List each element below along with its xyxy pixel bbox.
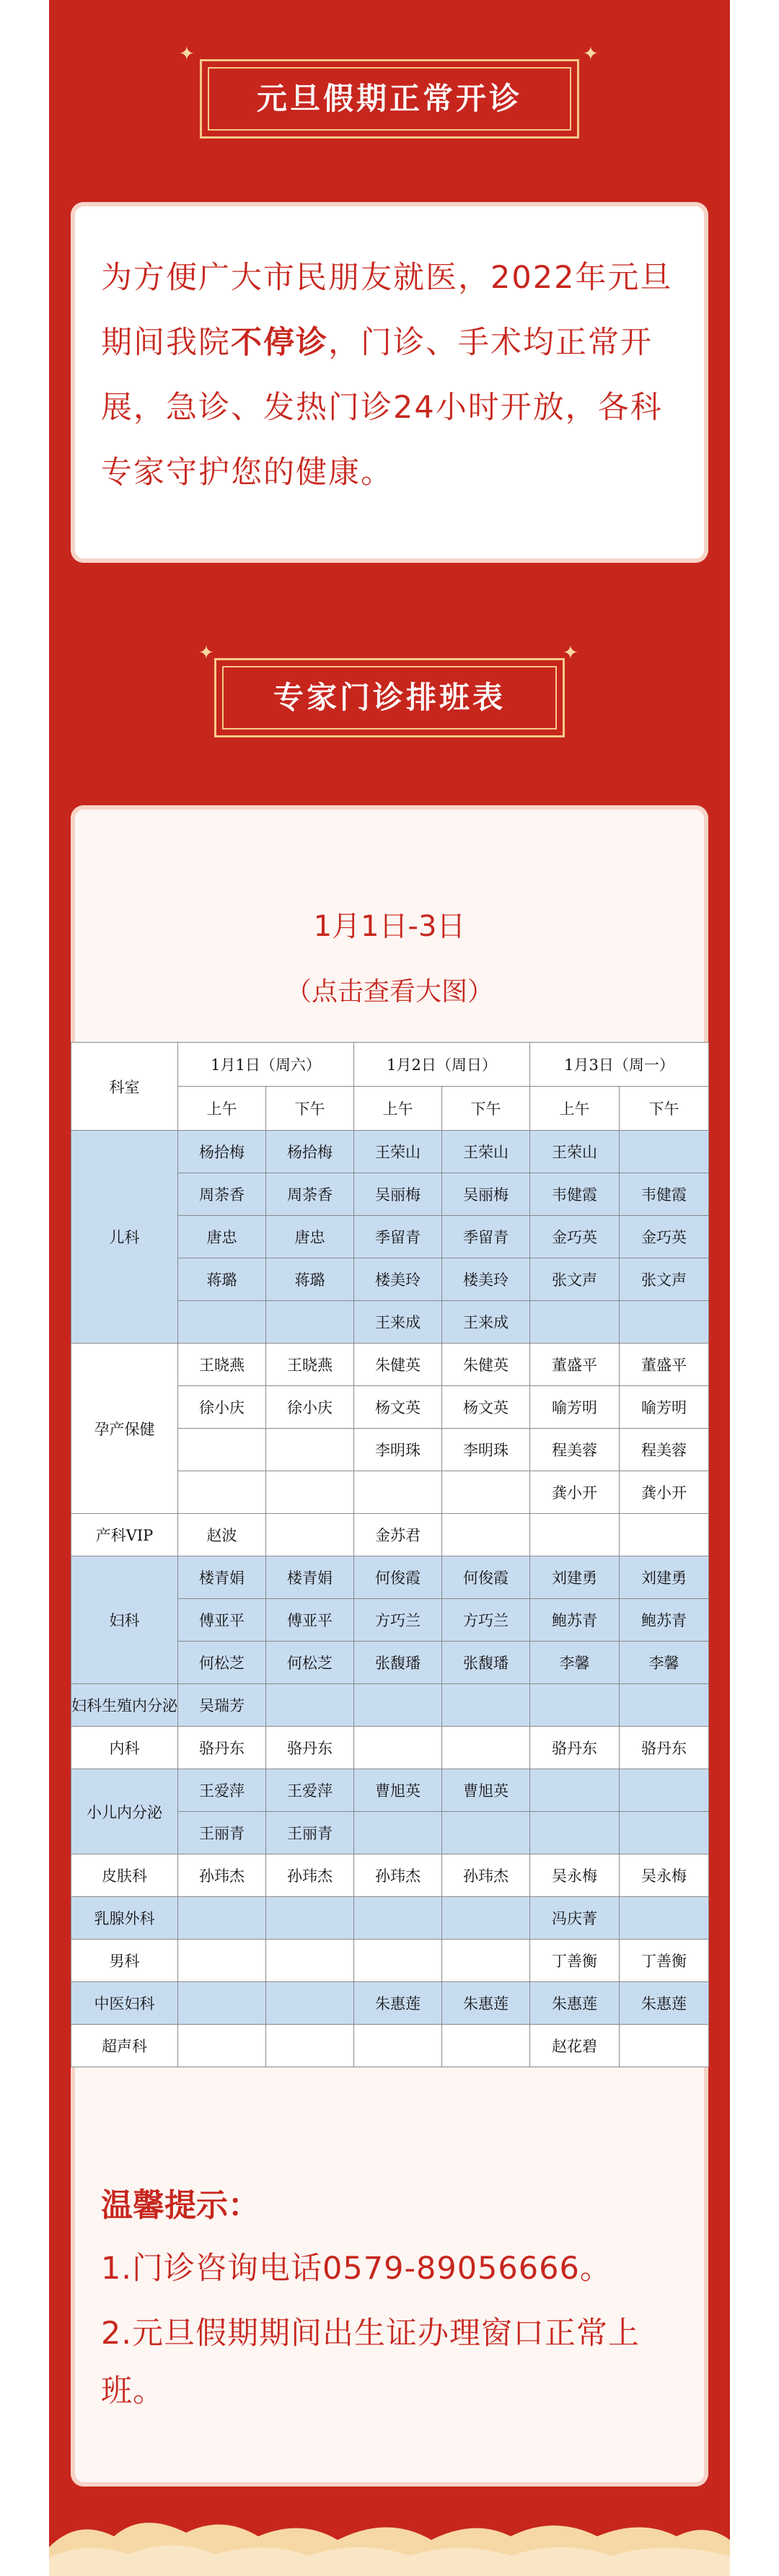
doctor-cell: 曹旭英 <box>354 1769 442 1812</box>
doctor-cell: 方巧兰 <box>354 1599 442 1642</box>
doctor-cell <box>620 1769 709 1812</box>
dept-cell: 儿科 <box>71 1131 178 1344</box>
doctor-cell <box>178 1982 266 2025</box>
doctor-cell: 王爱萍 <box>266 1769 354 1812</box>
doctor-cell: 龚小开 <box>530 1471 620 1514</box>
doctor-cell: 季留青 <box>442 1216 530 1258</box>
doctor-cell: 李明珠 <box>354 1429 442 1471</box>
doctor-cell <box>354 1897 442 1940</box>
doctor-cell: 曹旭英 <box>442 1769 530 1812</box>
doctor-cell <box>178 1429 266 1471</box>
doctor-cell: 鲍苏青 <box>620 1599 709 1642</box>
doctor-cell: 赵花碧 <box>530 2025 620 2067</box>
table-row <box>71 1344 709 1386</box>
doctor-cell: 徐小庆 <box>178 1386 266 1429</box>
sparkle-icon: ✦ <box>583 43 599 65</box>
doctor-cell: 骆丹东 <box>178 1727 266 1769</box>
doctor-cell: 孙玮杰 <box>354 1854 442 1897</box>
doctor-cell <box>530 1684 620 1727</box>
doctor-cell: 吴永梅 <box>530 1854 620 1897</box>
doctor-cell: 楼青娟 <box>178 1556 266 1599</box>
doctor-cell: 骆丹东 <box>530 1727 620 1769</box>
doctor-cell: 蒋璐 <box>266 1258 354 1301</box>
doctor-cell: 何俊霞 <box>442 1556 530 1599</box>
day-header: 1月1日（周六） <box>178 1043 354 1087</box>
doctor-cell <box>178 1301 266 1344</box>
doctor-cell: 李馨 <box>530 1642 620 1684</box>
doctor-cell: 王荣山 <box>354 1131 442 1173</box>
doctor-cell: 朱惠莲 <box>620 1982 709 2025</box>
doctor-cell: 朱健英 <box>354 1344 442 1386</box>
schedule-banner-title: 专家门诊排班表 <box>273 680 506 715</box>
doctor-cell: 骆丹东 <box>620 1727 709 1769</box>
sparkle-icon: ✦ <box>179 43 195 65</box>
view-large-link[interactable]: （点击查看大图） <box>285 977 493 1007</box>
doctor-cell: 何俊霞 <box>354 1556 442 1599</box>
doctor-cell <box>442 2025 530 2067</box>
doctor-cell: 孙玮杰 <box>442 1854 530 1897</box>
pm-header: 下午 <box>442 1087 530 1131</box>
am-header: 上午 <box>178 1087 266 1131</box>
table-row <box>71 1131 709 1173</box>
doctor-cell: 董盛平 <box>530 1344 620 1386</box>
doctor-cell: 韦健霞 <box>620 1173 709 1216</box>
doctor-cell <box>442 1471 530 1514</box>
tip-phone: 1.门诊咨询电话0579-89056666。 <box>101 2251 612 2287</box>
doctor-cell <box>442 1812 530 1854</box>
doctor-cell <box>266 1897 354 1940</box>
tips-title: 温馨提示： <box>101 2187 260 2224</box>
doctor-cell: 喻芳明 <box>530 1386 620 1429</box>
doctor-cell <box>530 1301 620 1344</box>
right-margin <box>730 0 779 2576</box>
doctor-cell: 蒋璐 <box>178 1258 266 1301</box>
table-row <box>71 1556 709 1599</box>
table-row <box>71 1854 709 1897</box>
doctor-cell: 刘建勇 <box>530 1556 620 1599</box>
doctor-cell: 鲍苏青 <box>530 1599 620 1642</box>
doctor-cell: 龚小开 <box>620 1471 709 1514</box>
doctor-cell <box>266 1940 354 1982</box>
doctor-cell <box>266 1514 354 1556</box>
doctor-cell <box>178 1897 266 1940</box>
dept-cell: 内科 <box>71 1727 178 1769</box>
table-date-range: 1月1日-3日 <box>313 910 466 943</box>
doctor-cell <box>442 1727 530 1769</box>
doctor-cell <box>530 1769 620 1812</box>
doctor-cell: 吴丽梅 <box>442 1173 530 1216</box>
doctor-cell: 王荣山 <box>442 1131 530 1173</box>
doctor-cell: 何松芝 <box>178 1642 266 1684</box>
table-row <box>71 1727 709 1769</box>
doctor-cell: 楼青娟 <box>266 1556 354 1599</box>
dept-cell: 孕产保健 <box>71 1344 178 1514</box>
doctor-cell: 金巧英 <box>620 1216 709 1258</box>
doctor-cell: 程美蓉 <box>620 1429 709 1471</box>
intro-part2: ，门诊、手术均正常开展，急诊、发热门诊24小时开放，各科专家守护您的健康。 <box>101 325 663 491</box>
doctor-cell: 金巧英 <box>530 1216 620 1258</box>
table-row <box>71 1769 709 1812</box>
doctor-cell: 杨文英 <box>354 1386 442 1429</box>
doctor-cell: 楼美玲 <box>354 1258 442 1301</box>
doctor-cell: 王来成 <box>354 1301 442 1344</box>
dept-cell: 妇科 <box>71 1556 178 1684</box>
doctor-cell <box>178 1940 266 1982</box>
doctor-cell: 王丽青 <box>266 1812 354 1854</box>
doctor-cell <box>178 1471 266 1514</box>
dept-cell: 皮肤科 <box>71 1854 178 1897</box>
doctor-cell <box>354 2025 442 2067</box>
doctor-cell: 吴瑞芳 <box>178 1684 266 1727</box>
doctor-cell: 徐小庆 <box>266 1386 354 1429</box>
day-header: 1月3日（周一） <box>530 1043 709 1087</box>
doctor-cell <box>620 1684 709 1727</box>
doctor-cell: 丁善衡 <box>530 1940 620 1982</box>
dept-cell: 中医妇科 <box>71 1982 178 2025</box>
doctor-cell: 杨拾梅 <box>266 1131 354 1173</box>
doctor-cell: 王晓燕 <box>178 1344 266 1386</box>
doctor-cell <box>620 2025 709 2067</box>
intro-bold: 不停诊 <box>231 325 328 361</box>
doctor-cell: 朱惠莲 <box>354 1982 442 2025</box>
tip-birth-certificate: 2.元旦假期期间出生证办理窗口正常上班。 <box>101 2316 641 2409</box>
doctor-cell <box>354 1684 442 1727</box>
doctor-cell <box>354 1727 442 1769</box>
left-margin <box>0 0 49 2576</box>
doctor-cell: 孙玮杰 <box>178 1854 266 1897</box>
doctor-cell: 楼美玲 <box>442 1258 530 1301</box>
doctor-cell: 金苏君 <box>354 1514 442 1556</box>
doctor-cell <box>620 1514 709 1556</box>
doctor-cell: 吴丽梅 <box>354 1173 442 1216</box>
doctor-cell: 张文声 <box>530 1258 620 1301</box>
dept-cell: 小儿内分泌 <box>71 1769 178 1854</box>
holiday-banner <box>200 59 579 139</box>
doctor-cell <box>442 1940 530 1982</box>
doctor-cell <box>620 1131 709 1173</box>
doctor-cell: 孙玮杰 <box>266 1854 354 1897</box>
doctor-cell: 韦健霞 <box>530 1173 620 1216</box>
doctor-cell: 张馥璠 <box>442 1642 530 1684</box>
doctor-cell: 王爱萍 <box>178 1769 266 1812</box>
table-row <box>71 2025 709 2067</box>
doctor-cell: 王荣山 <box>530 1131 620 1173</box>
intro-text <box>101 245 678 505</box>
dept-cell: 产科VIP <box>71 1514 178 1556</box>
dept-cell: 乳腺外科 <box>71 1897 178 1940</box>
dept-cell: 妇科生殖内分泌 <box>71 1684 178 1727</box>
sparkle-icon: ✦ <box>198 642 214 664</box>
doctor-cell <box>266 1429 354 1471</box>
schedule-banner <box>214 658 565 737</box>
doctor-cell <box>442 1897 530 1940</box>
table-row <box>71 1684 709 1727</box>
intro-part1: 为方便广大市民朋友就医，2022年元旦期间我院 <box>101 260 673 361</box>
doctor-cell: 杨拾梅 <box>178 1131 266 1173</box>
doctor-cell: 方巧兰 <box>442 1599 530 1642</box>
doctor-cell <box>530 1812 620 1854</box>
doctor-cell: 傅亚平 <box>178 1599 266 1642</box>
doctor-cell: 李馨 <box>620 1642 709 1684</box>
doctor-cell <box>530 1514 620 1556</box>
doctor-cell: 朱健英 <box>442 1344 530 1386</box>
doctor-cell <box>266 1684 354 1727</box>
schedule-table[interactable] <box>71 1042 709 2067</box>
dept-header: 科室 <box>71 1043 178 1131</box>
doctor-cell: 赵波 <box>178 1514 266 1556</box>
doctor-cell: 李明珠 <box>442 1429 530 1471</box>
doctor-cell: 朱惠莲 <box>442 1982 530 2025</box>
holiday-banner-title: 元旦假期正常开诊 <box>256 81 522 116</box>
doctor-cell: 唐忠 <box>266 1216 354 1258</box>
doctor-cell: 王晓燕 <box>266 1344 354 1386</box>
doctor-cell: 董盛平 <box>620 1344 709 1386</box>
pm-header: 下午 <box>266 1087 354 1131</box>
dept-cell: 男科 <box>71 1940 178 1982</box>
cloud-decoration <box>49 2504 730 2576</box>
doctor-cell: 何松芝 <box>266 1642 354 1684</box>
doctor-cell <box>620 1812 709 1854</box>
doctor-cell: 程美蓉 <box>530 1429 620 1471</box>
table-row <box>71 1897 709 1940</box>
doctor-cell <box>442 1514 530 1556</box>
doctor-cell: 骆丹东 <box>266 1727 354 1769</box>
doctor-cell: 丁善衡 <box>620 1940 709 1982</box>
doctor-cell: 周荼香 <box>266 1173 354 1216</box>
doctor-cell: 刘建勇 <box>620 1556 709 1599</box>
doctor-cell: 王来成 <box>442 1301 530 1344</box>
doctor-cell: 周荼香 <box>178 1173 266 1216</box>
doctor-cell: 傅亚平 <box>266 1599 354 1642</box>
doctor-cell <box>354 1471 442 1514</box>
doctor-cell <box>620 1301 709 1344</box>
doctor-cell: 季留青 <box>354 1216 442 1258</box>
doctor-cell <box>354 1812 442 1854</box>
table-row <box>71 1514 709 1556</box>
table-row <box>71 1940 709 1982</box>
doctor-cell <box>266 1471 354 1514</box>
doctor-cell: 喻芳明 <box>620 1386 709 1429</box>
doctor-cell: 吴永梅 <box>620 1854 709 1897</box>
dept-cell: 超声科 <box>71 2025 178 2067</box>
doctor-cell <box>266 1982 354 2025</box>
doctor-cell: 张文声 <box>620 1258 709 1301</box>
doctor-cell: 朱惠莲 <box>530 1982 620 2025</box>
pm-header: 下午 <box>620 1087 709 1131</box>
am-header: 上午 <box>354 1087 442 1131</box>
doctor-cell: 张馥璠 <box>354 1642 442 1684</box>
doctor-cell: 杨文英 <box>442 1386 530 1429</box>
doctor-cell: 王丽青 <box>178 1812 266 1854</box>
doctor-cell <box>620 1897 709 1940</box>
table-header-row <box>71 1043 709 1087</box>
sparkle-icon: ✦ <box>563 642 578 664</box>
doctor-cell: 唐忠 <box>178 1216 266 1258</box>
doctor-cell <box>266 2025 354 2067</box>
doctor-cell <box>266 1301 354 1344</box>
doctor-cell <box>178 2025 266 2067</box>
doctor-cell: 冯庆菁 <box>530 1897 620 1940</box>
doctor-cell <box>354 1940 442 1982</box>
doctor-cell <box>442 1684 530 1727</box>
day-header: 1月2日（周日） <box>354 1043 530 1087</box>
am-header: 上午 <box>530 1087 620 1131</box>
table-row <box>71 1982 709 2025</box>
